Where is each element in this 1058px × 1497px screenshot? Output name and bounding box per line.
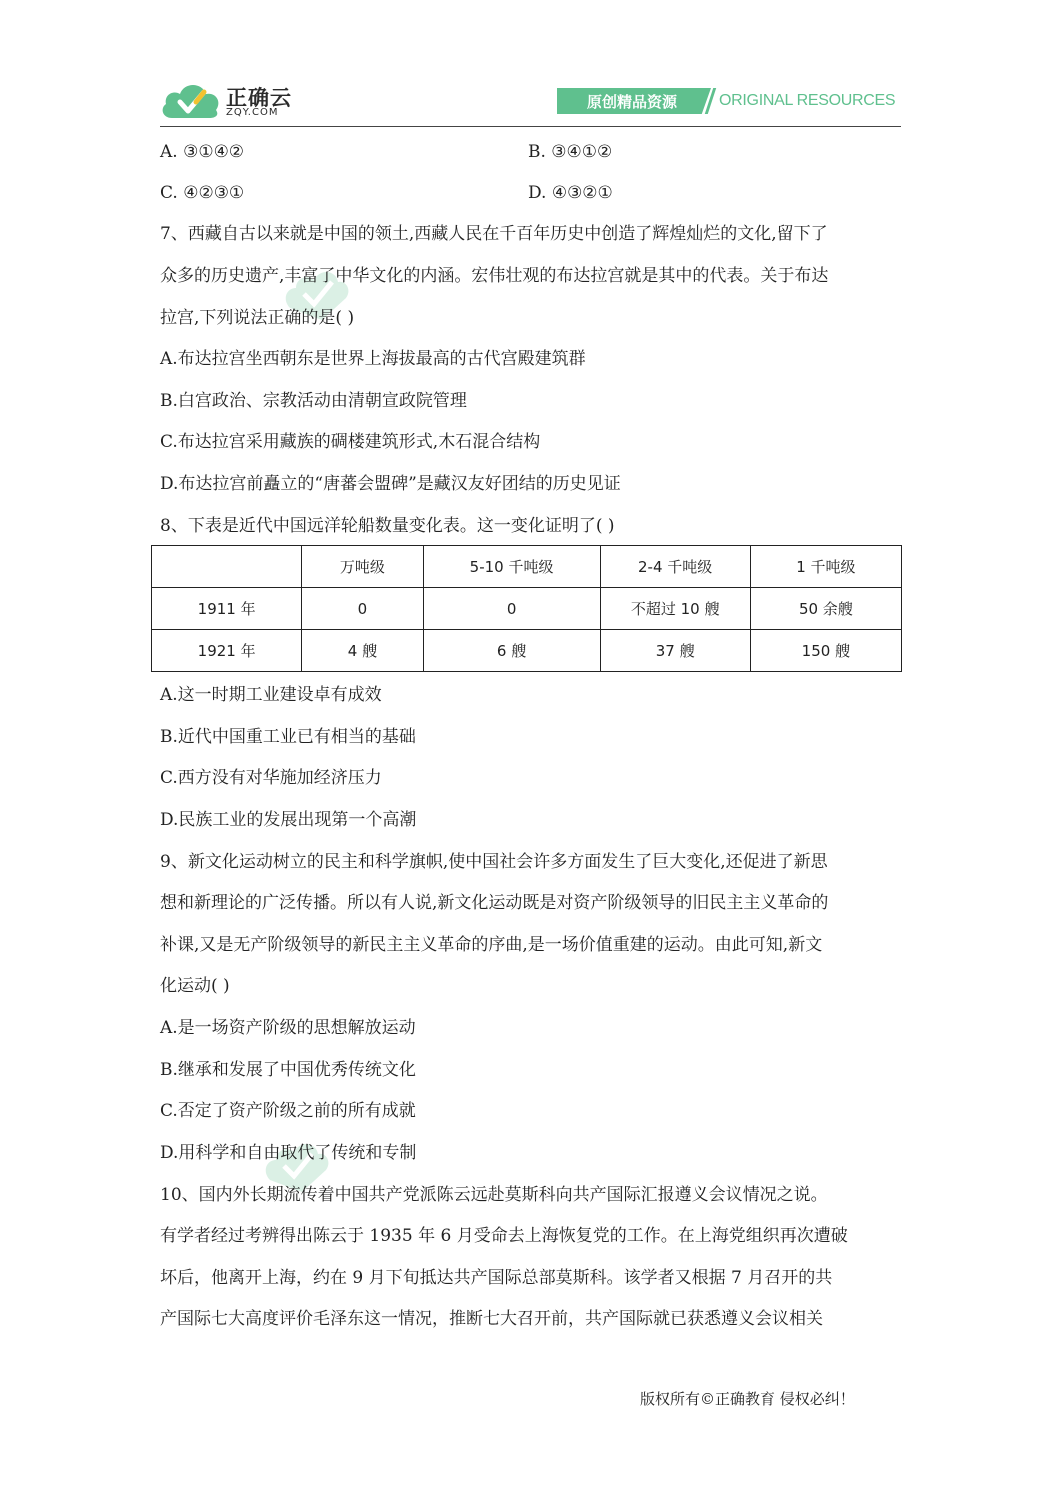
table-cell: 1921 年	[152, 630, 302, 672]
q6-option-d: D. ④③②①	[528, 183, 613, 203]
q9-option-b: B.继承和发展了中国优秀传统文化	[160, 1060, 416, 1080]
table-header-row	[152, 546, 902, 588]
q7-option-a: A.布达拉宫坐西朝东是世界上海拔最高的古代宫殿建筑群	[160, 349, 586, 369]
q7-option-d: D.布达拉宫前矗立的“唐蕃会盟碑”是藏汉友好团结的历史见证	[160, 474, 621, 494]
table-header-cell: 5-10 千吨级	[423, 546, 600, 588]
table-cell: 0	[302, 588, 423, 630]
q7-stem-line: 拉宫,下列说法正确的是( )	[160, 308, 355, 328]
q7-option-c: C.布达拉宫采用藏族的碉楼建筑形式,木石混合结构	[160, 432, 541, 452]
cloud-check-icon	[160, 78, 222, 120]
q7-option-b: B.白宫政治、宗教活动由清朝宣政院管理	[160, 391, 467, 411]
logo-domain: ZQY.COM	[226, 107, 279, 118]
q9-stem-line: 想和新理论的广泛传播。所以有人说,新文化运动既是对资产阶级领导的旧民主主义革命的	[160, 893, 829, 913]
q6-option-a: A. ③①④②	[160, 142, 245, 162]
q6-option-c: C. ④②③①	[160, 183, 245, 203]
table-cell: 1911 年	[152, 588, 302, 630]
table-row	[152, 588, 902, 630]
table-cell: 37 艘	[600, 630, 750, 672]
page-header	[0, 0, 1058, 130]
table-cell: 6 艘	[423, 630, 600, 672]
q7-stem-line: 7、西藏自古以来就是中国的领土,西藏人民在千百年历史中创造了辉煌灿烂的文化,留下了	[160, 224, 828, 244]
q9-option-c: C.否定了资产阶级之前的所有成就	[160, 1101, 416, 1121]
zqy-logo	[160, 78, 300, 122]
table-cell: 150 艘	[750, 630, 901, 672]
q10-stem-line: 10、国内外长期流传着中国共产党派陈云远赴莫斯科向共产国际汇报遵义会议情况之说。	[160, 1185, 828, 1205]
banner-en-text: ORIGINAL RESOURCES	[719, 92, 896, 109]
q9-stem-line: 化运动( )	[160, 976, 230, 996]
q8-option-a: A.这一时期工业建设卓有成效	[160, 685, 382, 705]
q10-stem-line: 有学者经过考辨得出陈云于 1935 年 6 月受命去上海恢复党的工作。在上海党组织再次遭破	[160, 1226, 848, 1246]
original-resources-banner	[557, 88, 897, 114]
q7-stem-line: 众多的历史遗产,丰富了中华文化的内涵。宏伟壮观的布达拉宫就是其中的代表。关于布达	[160, 266, 829, 286]
table-header-cell	[152, 546, 302, 588]
copyright-footer: 版权所有©正确教育 侵权必纠！	[640, 1390, 855, 1408]
table-cell: 不超过 10 艘	[600, 588, 750, 630]
q8-option-c: C.西方没有对华施加经济压力	[160, 768, 382, 788]
banner-cn-text: 原创精品资源	[586, 93, 677, 111]
q9-option-d: D.用科学和自由取代了传统和专制	[160, 1143, 417, 1163]
table-cell: 4 艘	[302, 630, 423, 672]
table-header-cell: 1 千吨级	[750, 546, 901, 588]
table-cell: 0	[423, 588, 600, 630]
q9-stem-line: 9、新文化运动树立的民主和科学旗帜,使中国社会许多方面发生了巨大变化,还促进了新思	[160, 852, 828, 872]
q10-stem-line: 坏后，他离开上海，约在 9 月下旬抵达共产国际总部莫斯科。该学者又根据 7 月召开的共	[160, 1268, 833, 1288]
logo-name: 正确云	[226, 86, 292, 110]
q8-option-d: D.民族工业的发展出现第一个高潮	[160, 810, 417, 830]
header-rule	[160, 126, 901, 127]
table-header-cell: 2-4 千吨级	[600, 546, 750, 588]
q8-stem: 8、下表是近代中国远洋轮船数量变化表。这一变化证明了( )	[160, 516, 615, 536]
q6-option-b: B. ③④①②	[528, 142, 613, 162]
q9-stem-line: 补课,又是无产阶级领导的新民主主义革命的序曲,是一场价值重建的运动。由此可知,新文	[160, 935, 823, 955]
table-row	[152, 630, 902, 672]
table-cell: 50 余艘	[750, 588, 901, 630]
q10-stem-line: 产国际七大高度评价毛泽东这一情况，推断七大召开前，共产国际就已获悉遵义会议相关	[160, 1309, 823, 1329]
q8-option-b: B.近代中国重工业已有相当的基础	[160, 727, 416, 747]
ship-count-table	[151, 545, 902, 672]
q9-option-a: A.是一场资产阶级的思想解放运动	[160, 1018, 416, 1038]
table-header-cell: 万吨级	[302, 546, 423, 588]
